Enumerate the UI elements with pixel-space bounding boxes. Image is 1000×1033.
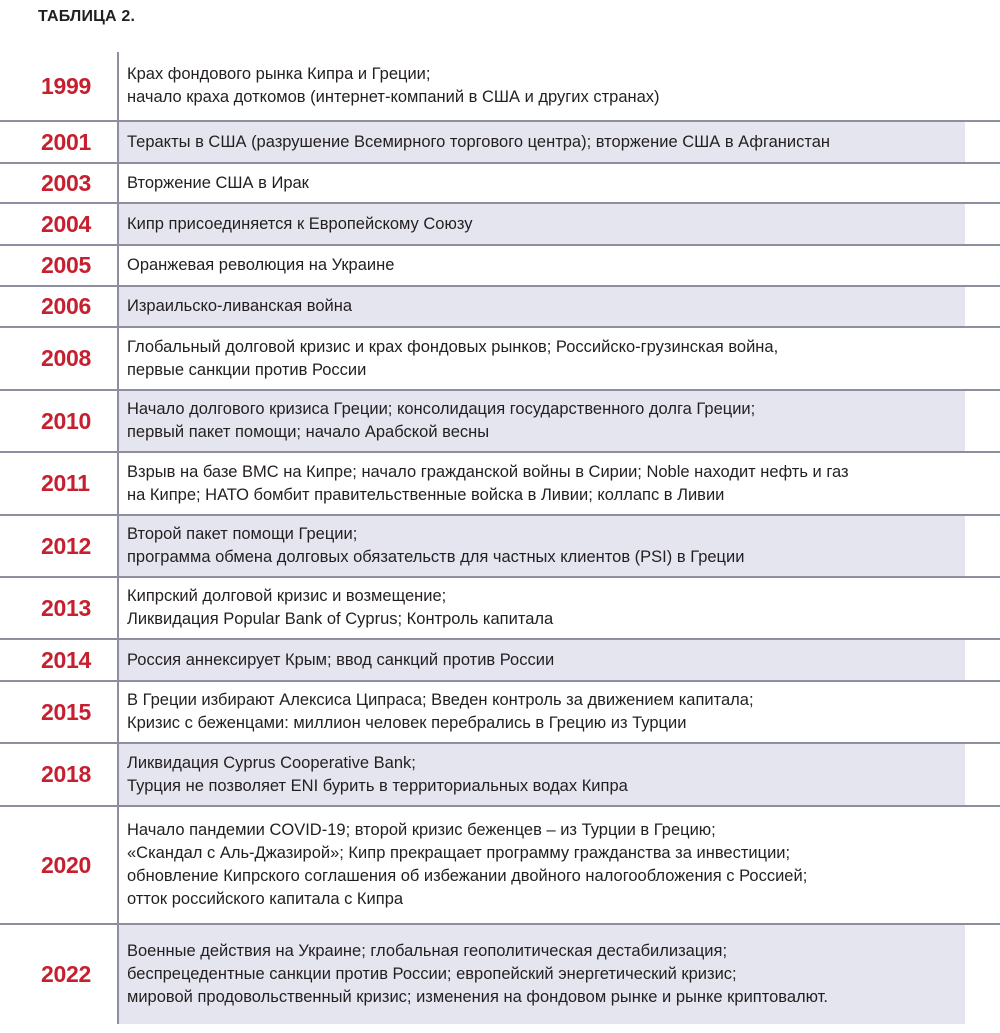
year-label: 2015 bbox=[41, 698, 91, 725]
event-description bbox=[117, 744, 965, 805]
event-description bbox=[117, 453, 965, 514]
event-description bbox=[117, 52, 965, 120]
event-line: Россия аннексирует Крым; ввод санкций против России bbox=[127, 650, 555, 669]
event-line: Вторжение США в Ирак bbox=[127, 173, 309, 192]
year-label: 2003 bbox=[41, 169, 91, 196]
year-label: 2012 bbox=[41, 532, 91, 559]
event-line: Израильско-ливанская война bbox=[127, 297, 353, 315]
event-line: Взрыв на базе ВМС на Кипре; начало гражданской войны в Сирии; Noble находит нефть и газ bbox=[127, 462, 849, 481]
event-line: Турция не позволяет ENI бурить в территориальных водах Кипра bbox=[127, 776, 628, 795]
event-line: Второй пакет помощи Греции; bbox=[127, 525, 358, 543]
table-row bbox=[0, 389, 1000, 451]
event-description bbox=[117, 578, 965, 638]
event-description bbox=[117, 204, 965, 244]
year-label: 2020 bbox=[41, 851, 91, 878]
table-row bbox=[0, 451, 1000, 514]
event-line: Глобальный долговой кризис и крах фондовых рынков; Российско-грузинская война, bbox=[127, 337, 779, 356]
event-description bbox=[117, 164, 965, 202]
table-row bbox=[0, 244, 1000, 285]
year-label: 2004 bbox=[41, 210, 91, 237]
event-line: программа обмена долговых обязательств для частных клиентов (PSI) в Греции bbox=[127, 548, 745, 566]
event-description bbox=[117, 391, 965, 451]
event-line: Крах фондового рынка Кипра и Греции; bbox=[127, 65, 431, 83]
table-row bbox=[0, 326, 1000, 389]
table-row bbox=[0, 680, 1000, 742]
table-row bbox=[0, 923, 1000, 1024]
event-line: Военные действия на Украине; глобальная геополитическая дестабилизация; bbox=[127, 942, 728, 960]
event-line: отток российского капитала с Кипра bbox=[127, 890, 404, 908]
year-label: 1999 bbox=[41, 72, 91, 99]
event-line: Начало долгового кризиса Греции; консолидация государственного долга Греции; bbox=[127, 400, 756, 418]
table-row bbox=[0, 52, 1000, 120]
event-line: Оранжевая революция на Украине bbox=[127, 256, 395, 274]
event-description bbox=[117, 122, 965, 162]
event-line: первый пакет помощи; начало Арабской весны bbox=[127, 423, 490, 441]
year-label: 2011 bbox=[41, 470, 90, 496]
event-line: Кипрский долговой кризис и возмещение; bbox=[127, 587, 447, 605]
event-line: мировой продовольственный кризис; изменения на фондовом рынке и рынке криптовалют. bbox=[127, 988, 828, 1006]
year-label: 2018 bbox=[41, 761, 91, 787]
event-line: Ликвидация Popular Bank of Cyprus; Контроль капитала bbox=[127, 610, 554, 628]
event-line: В Греции избирают Алексиса Ципраса; Введен контроль за движением капитала; bbox=[127, 691, 754, 709]
year-label: 2008 bbox=[41, 345, 91, 371]
event-description bbox=[117, 287, 965, 326]
event-description bbox=[117, 328, 965, 389]
year-label: 2022 bbox=[41, 961, 91, 987]
event-line: обновление Кипрского соглашения об избежании двойного налогообложения с Россией; bbox=[127, 867, 808, 885]
event-line: «Скандал с Аль-Джазирой»; Кипр прекращает программу гражданства за инвестиции; bbox=[127, 844, 791, 862]
year-label: 2006 bbox=[41, 293, 91, 319]
year-label: 2005 bbox=[41, 252, 91, 278]
year-label: 2001 bbox=[41, 128, 91, 155]
year-label: 2014 bbox=[41, 646, 91, 673]
table-title: ТАБЛИЦА 2. bbox=[38, 8, 136, 25]
event-description bbox=[117, 640, 965, 680]
table-row bbox=[0, 638, 1000, 680]
event-line: на Кипре; НАТО бомбит правительственные войска в Ливии; коллапс в Ливии bbox=[127, 485, 725, 504]
table-row bbox=[0, 514, 1000, 576]
event-description bbox=[117, 246, 965, 285]
event-description bbox=[117, 807, 965, 923]
table-row bbox=[0, 576, 1000, 638]
year-label: 2013 bbox=[41, 594, 91, 621]
table-row bbox=[0, 120, 1000, 162]
table-row bbox=[0, 202, 1000, 244]
year-label: 2010 bbox=[41, 407, 91, 434]
event-line: начало краха доткомов (интернет-компаний в США и других странах) bbox=[127, 88, 660, 106]
event-line: Начало пандемии COVID-19; второй кризис беженцев – из Турции в Грецию; bbox=[127, 821, 716, 839]
table-row bbox=[0, 285, 1000, 326]
table-row bbox=[0, 162, 1000, 202]
event-description bbox=[117, 682, 965, 742]
event-line: Ликвидация Cyprus Cooperative Bank; bbox=[127, 753, 416, 772]
timeline-table bbox=[0, 52, 1000, 1024]
event-line: Кипр присоединяется к Европейскому Союзу bbox=[127, 214, 473, 233]
table-row bbox=[0, 742, 1000, 805]
event-line: Теракты в США (разрушение Всемирного торгового центра); вторжение США в Афганистан bbox=[127, 132, 831, 151]
event-description bbox=[117, 925, 965, 1024]
event-line: беспрецедентные санкции против России; европейский энергетический кризис; bbox=[127, 965, 737, 983]
event-line: Кризис с беженцами: миллион человек перебрались в Грецию из Турции bbox=[127, 714, 687, 732]
event-description bbox=[117, 516, 965, 576]
event-line: первые санкции против России bbox=[127, 360, 367, 379]
table-row bbox=[0, 805, 1000, 923]
